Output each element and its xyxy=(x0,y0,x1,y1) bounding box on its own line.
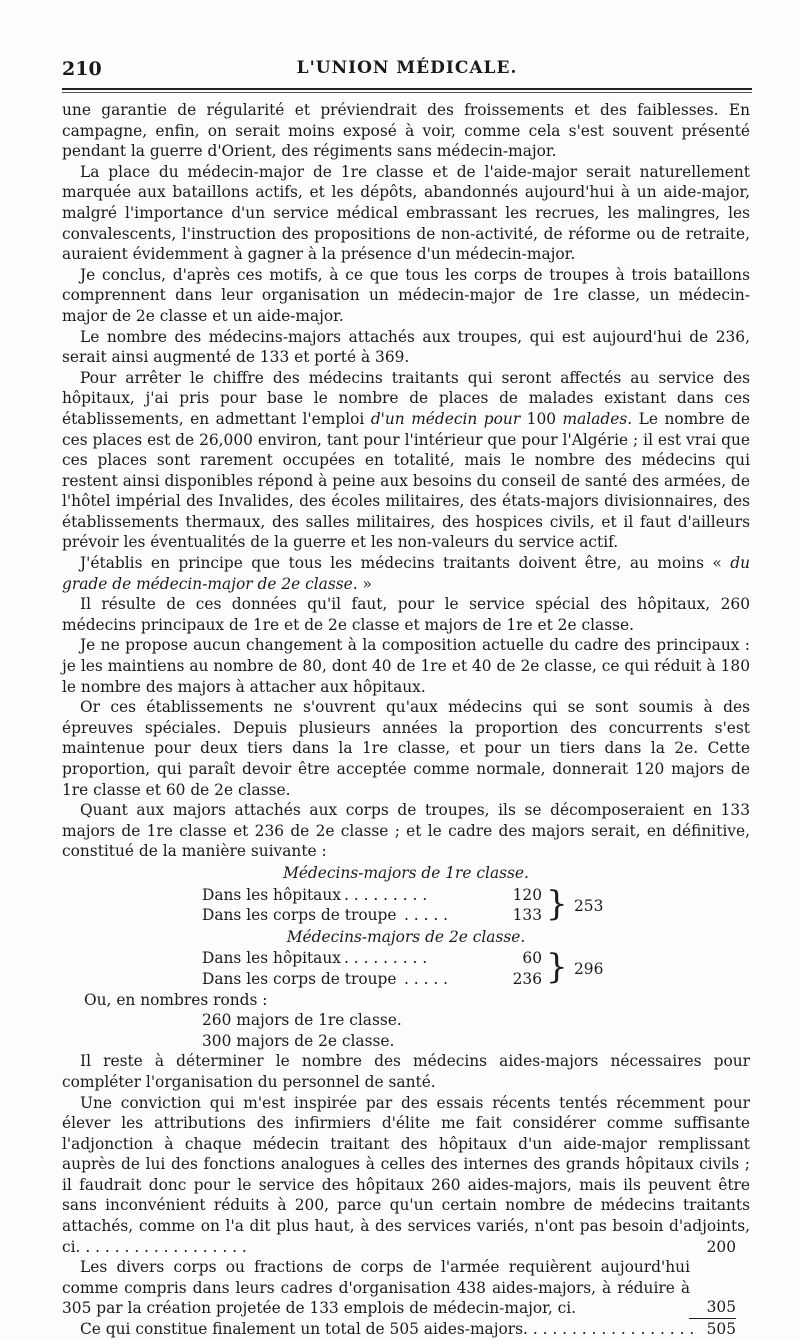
article-body xyxy=(62,100,750,1340)
leader-dots: . . . . . xyxy=(404,969,449,988)
row-label: Dans les corps de troupe xyxy=(202,969,397,988)
rounded-line: 300 majors de 2e classe. xyxy=(202,1031,395,1050)
rounded-intro: Ou, en nombres ronds : xyxy=(84,990,268,1009)
row-value: 133 xyxy=(512,906,542,925)
paragraph: Il résulte de ces données qu'il faut, pour le service spécial des hôpitaux, 260 médecins principaux de 1re et de 2e classe et majors de 1re et 2e classe. xyxy=(62,595,750,634)
paragraph: Je conclus, d'après ces motifs, à ce que tous les corps de troupes à trois bataillons comprennent dans leur organisation un médecin-major de 1re classe, un médecin-major de 2e classe et un aide-major. xyxy=(62,265,750,325)
paragraph: Quant aux majors attachés aux corps de troupes, ils se décomposeraient en 133 majors de 1re classe et 236 de 2e classe ; et le cadre des majors serait, en définitive, constitué de la manière suivante : xyxy=(62,801,750,861)
line-value: 200 xyxy=(706,1237,736,1256)
leader-dots: . . . . . . . . . xyxy=(344,949,428,968)
paragraph xyxy=(62,1093,750,1258)
italic-run: du grade de médecin-major de 2e classe. xyxy=(62,554,750,593)
text-run: Les divers corps ou fractions de corps de l'armée requièrent aujourd'hui comme compris dans leurs cadres d'organisation 438 aides-majors, à réduire à 305 par la création projetée de 133 emplois de médecin-major, ci. xyxy=(62,1258,690,1318)
header-rule-thin xyxy=(62,92,752,93)
paragraph: Or ces établissements ne s'ouvrent qu'aux médecins qui se sont soumis à des épreuves spéciales. Depuis plusieurs années la proportion des concurrents s'est maintenue pour deux tiers dans la 1re classe, et pour un tiers dans la 2e. Cette proportion, qui paraît devoir être acceptée comme normale, donnerait 120 majors de 1re classe et 60 de 2e classe. xyxy=(62,698,750,799)
text-run: » xyxy=(357,574,372,593)
brace: } xyxy=(546,947,568,988)
page-header xyxy=(62,58,752,82)
text-run: J'établis en principe que tous les médecins traitants doivent être, au moins « xyxy=(80,554,731,573)
brace: } xyxy=(546,883,568,924)
row-value: 120 xyxy=(512,885,542,904)
leader-dots: . . . . . . . . . . . . . . . . . xyxy=(85,1237,247,1256)
rounded-line: 260 majors de 1re classe. xyxy=(202,1011,402,1030)
line-value: 305 xyxy=(689,1297,736,1319)
table-heading: Médecins-majors de 1re classe. xyxy=(283,863,529,882)
text-run: Le nombre de ces places est de 26,000 environ, tant pour l'intérieur que pour l'Algérie ; il est vrai que ces places sont rarement occupées en totalité, mais le nombre des médecins qui restent ainsi disponibles répond à peine aux besoins du conseil de santé des armées, de l'hôtel impérial des Invalides, des écoles militaires, des états-majors divisionnaires, des établissements thermaux, des salles militaires, des hospices civils, et il faut d'ailleurs prévoir les éventualités de la guerre et les non-valeurs du service actif. xyxy=(62,409,750,552)
row-label: Dans les corps de troupe xyxy=(202,906,397,925)
paragraph: Je ne propose aucun changement à la composition actuelle du cadre des principaux : je les maintiens au nombre de 80, dont 40 de 1re et 40 de 2e classe, ce qui réduit à 180 le nombre des majors à attacher aux hôpitaux. xyxy=(62,636,750,696)
group-total: 296 xyxy=(574,960,604,979)
text-run: Ce qui constitue finalement un total de 505 aides-majors. xyxy=(80,1320,528,1339)
row-label: Dans les hôpitaux xyxy=(202,949,341,968)
paragraph xyxy=(62,553,750,594)
italic-run: d'un médecin pour xyxy=(370,409,521,428)
leader-dots: . . . . . xyxy=(404,906,449,925)
paragraph: Il reste à déterminer le nombre des médecins aides-majors nécessaires pour compléter l'organisation du personnel de santé. xyxy=(62,1052,750,1091)
italic-run: malades. xyxy=(562,409,633,428)
paragraph xyxy=(62,368,750,553)
paragraph: une garantie de régularité et préviendrait des froissements et des faiblesses. En campagne, enfin, on serait moins exposé à voir, comme cela s'est souvent présenté pendant la guerre d'Orient, des régiments sans médecin-major. xyxy=(62,101,750,161)
leader-dots: . . . . . . . . . . . . . . . . . xyxy=(532,1320,695,1339)
page-number: 210 xyxy=(62,58,102,80)
paragraph: La place du médecin-major de 1re classe et de l'aide-major serait naturellement marquée aux bataillons actifs, et les dépôts, abandonnés aujourd'hui à un aide-major, malgré l'importance d'un service médical embrassant les recrues, les malingres, les convalescents, l'instruction des propositions de non-activité, de réforme ou de retraite, auraient évidemment à gagner à la présence d'un médecin-major. xyxy=(62,162,750,264)
paragraph xyxy=(62,1257,750,1319)
leader-dots: . . . . . . . . . xyxy=(344,885,428,904)
text-run: Une conviction qui m'est inspirée par des essais récents tentés récemment pour élever les attributions des infirmiers d'élite me fait considérer comme suffisante l'adjonction à chaque médecin traitant des hôpitaux d'un aide-major remplissant auprès de lui des fonctions analogues à celles des internes des grands hôpitaux civils ; il faudrait donc pour le service des hôpitaux 260 aides-majors, mais ils peuvent être sans inconvénient réduits à 200, parce qu'un certain nombre de médecins traitants attachés, comme on l'a dit plus haut, à des services variés, n'ont pas besoin d'adjoints, ci. xyxy=(62,1093,750,1256)
table-heading: Médecins-majors de 2e classe. xyxy=(286,927,526,946)
paragraph: Le nombre des médecins-majors attachés aux troupes, qui est aujourd'hui de 236, serait ainsi augmenté de 133 et porté à 369. xyxy=(62,327,750,367)
line-value: 505 xyxy=(706,1320,736,1339)
paragraph xyxy=(62,1319,750,1340)
text-run: 100 xyxy=(520,409,563,428)
text-run: Pour arrêter le chiffre des médecins traitants qui seront affectés au service des hôpitaux, j'ai pris pour base le nombre de places de malades existant dans ces établissements, en admettant l'emploi xyxy=(62,368,750,428)
row-label: Dans les hôpitaux xyxy=(202,885,341,904)
table-row xyxy=(62,969,750,990)
table-row xyxy=(62,905,750,926)
group-total: 253 xyxy=(574,896,604,915)
journal-title: L'UNION MÉDICALE. xyxy=(296,58,518,78)
row-value: 60 xyxy=(522,949,542,968)
row-value: 236 xyxy=(512,969,542,988)
header-rule xyxy=(62,88,752,90)
